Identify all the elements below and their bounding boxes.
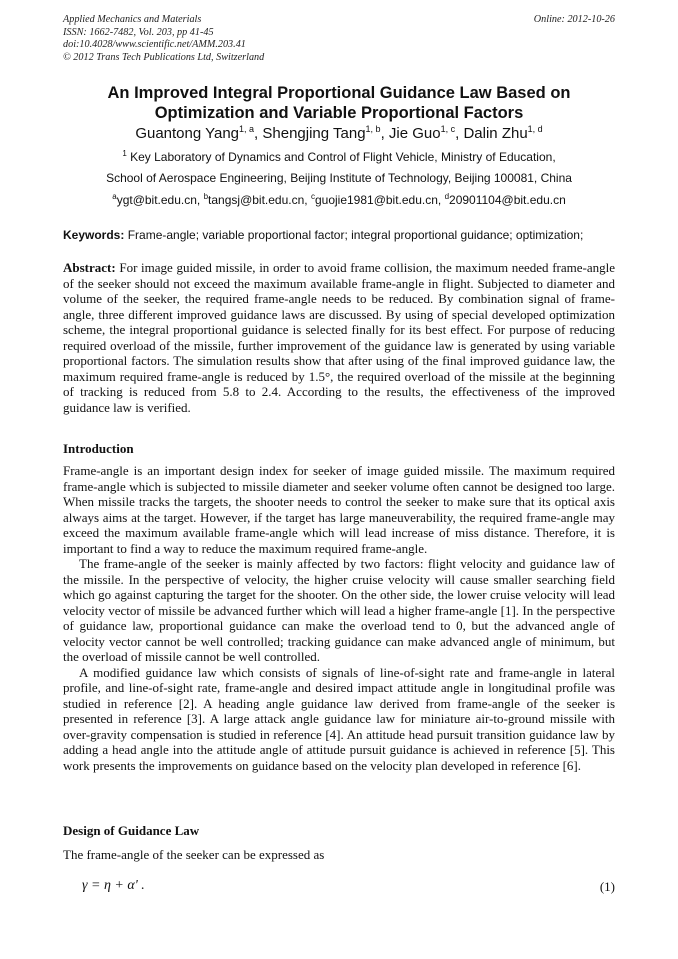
keywords-text: Frame-angle; variable proportional factor; integral proportional guidance; optimization; <box>124 228 584 242</box>
affiliation-line-1: $^1$ Key Laboratory of Dynamics and Control of Flight Vehicle, Ministry of Education, <box>122 149 556 164</box>
journal-header <box>63 14 615 64</box>
title-line-1: An Improved Integral Proportional Guidance Law Based on <box>107 84 571 102</box>
email[interactable]: $^b$tangsj@bit.edu.cn, <box>203 192 311 207</box>
copyright-line: © 2012 Trans Tech Publications Ltd, Switzerland <box>63 51 265 63</box>
paper-title <box>63 83 615 123</box>
doi-line[interactable]: doi:10.4028/www.scientific.net/AMM.203.41 <box>63 39 246 51</box>
issn-line: ISSN: 1662-7482, Vol. 203, pp 41-45 <box>63 26 214 38</box>
author: Shengjing Tang$^{1, b}$, <box>262 124 389 142</box>
journal-name: Applied Mechanics and Materials <box>63 14 202 25</box>
section-heading-introduction: Introduction <box>63 441 134 456</box>
paragraph: The frame-angle of the seeker can be expressed as <box>63 847 325 862</box>
email[interactable]: $^c$guojie1981@bit.edu.cn, <box>310 192 445 207</box>
abstract <box>63 260 615 415</box>
affiliation-line-2: School of Aerospace Engineering, Beijing Institute of Technology, Beijing 100081, China <box>106 171 572 185</box>
author: Jie Guo$^{1, c}$, <box>388 124 464 142</box>
design-body <box>63 847 615 863</box>
author-list <box>63 125 615 143</box>
abstract-text: For image guided missile, in order to avoid frame collision, the maximum needed frame-angle of the seeker should not exceed the maximum available frame-angle in flight. Subjected to diameter and volume of the seeker, the required frame-angle needs to be reduced. By combination signal of frame-angle, three different improved guidance laws are discussed. By using of special developed optimization scheme, the integral proportional guidance is selected finally for its best effect. For purpose of reducing required overload of the missile, further improvement of the guidance law is generated by using variable proportional factors. The simulation results show that after using of the final improved guidance law, the maximum required frame-angle is reduced by 1.5°, the required overload of the missile at the beginning of tracking is reduced from 5.8 to 2.4. According to the results, the effectiveness of the improved guidance law is verified. <box>63 260 615 415</box>
introduction-body <box>63 463 615 773</box>
paragraph: A modified guidance law which consists of signals of line-of-sight rate and frame-angle in lateral profile, and line-of-sight rate, frame-angle and desired impact attitude angle in longitudinal profile was studied in reference [2]. A heading angle guidance law derived from frame-angle of the seeker is presented in reference [3]. A large attack angle guidance law for miniature air-to-ground missile with over-gravity compensation is studied in reference [4]. An attitude head pursuit transition guidance law by adding a head angle into the attitude angle of attitude pursuit guidance is achieved in reference [5]. This work presents the improvements on guidance based on the velocity plan developed in reference [6]. <box>63 664 615 773</box>
keywords-label: Keywords: <box>63 228 125 242</box>
author: Dalin Zhu$^{1, d}$ <box>463 124 543 142</box>
online-date: Online: 2012-10-26 <box>533 14 615 25</box>
keywords <box>63 228 623 243</box>
author: Guantong Yang$^{1, a}$, <box>135 124 263 142</box>
abstract-label: Abstract: <box>63 260 116 275</box>
email-list <box>63 193 615 208</box>
section-heading-design: Design of Guidance Law <box>63 823 200 838</box>
paragraph: The frame-angle of the seeker is mainly affected by two factors: flight velocity and guidance law of the missile. In the perspective of velocity, the higher cruise velocity will cause smaller searching field which go against capturing the target for the shooter. On the other side, the lower cruise velocity will lead velocity vector of missile be advanced further which will lead a higher frame-angle [1]. In the perspective of guidance law, proportional guidance can make the overload tend to 0, but the advanced angle of velocity vector cannot be well controlled; tracking guidance can make advanced angle of minimum, but the overload of missile cannot be well controlled. <box>63 556 615 664</box>
title-line-2: Optimization and Variable Proportional Factors <box>154 104 524 122</box>
equation-1: γ = η + α' . <box>82 878 145 893</box>
email[interactable]: $^a$ygt@bit.edu.cn, <box>112 192 204 207</box>
paragraph: Frame-angle is an important design index for seeker of image guided missile. The maximum required frame-angle which is subjected to missile diameter and seeker volume often cannot be designed too large. When missile tracks the targets, the shooter needs to control the seeker to make sure that its optical axis always aims at the target. However, if the target has large maneuverability, the required frame-angle may exceed the maximum available frame-angle which will lead increase of miss distance. Therefore, it is important to find a way to reduce the maximum required frame-angle. <box>63 463 615 556</box>
email[interactable]: $^d$20901104@bit.edu.cn <box>444 192 566 207</box>
equation-number: (1) <box>599 879 615 894</box>
